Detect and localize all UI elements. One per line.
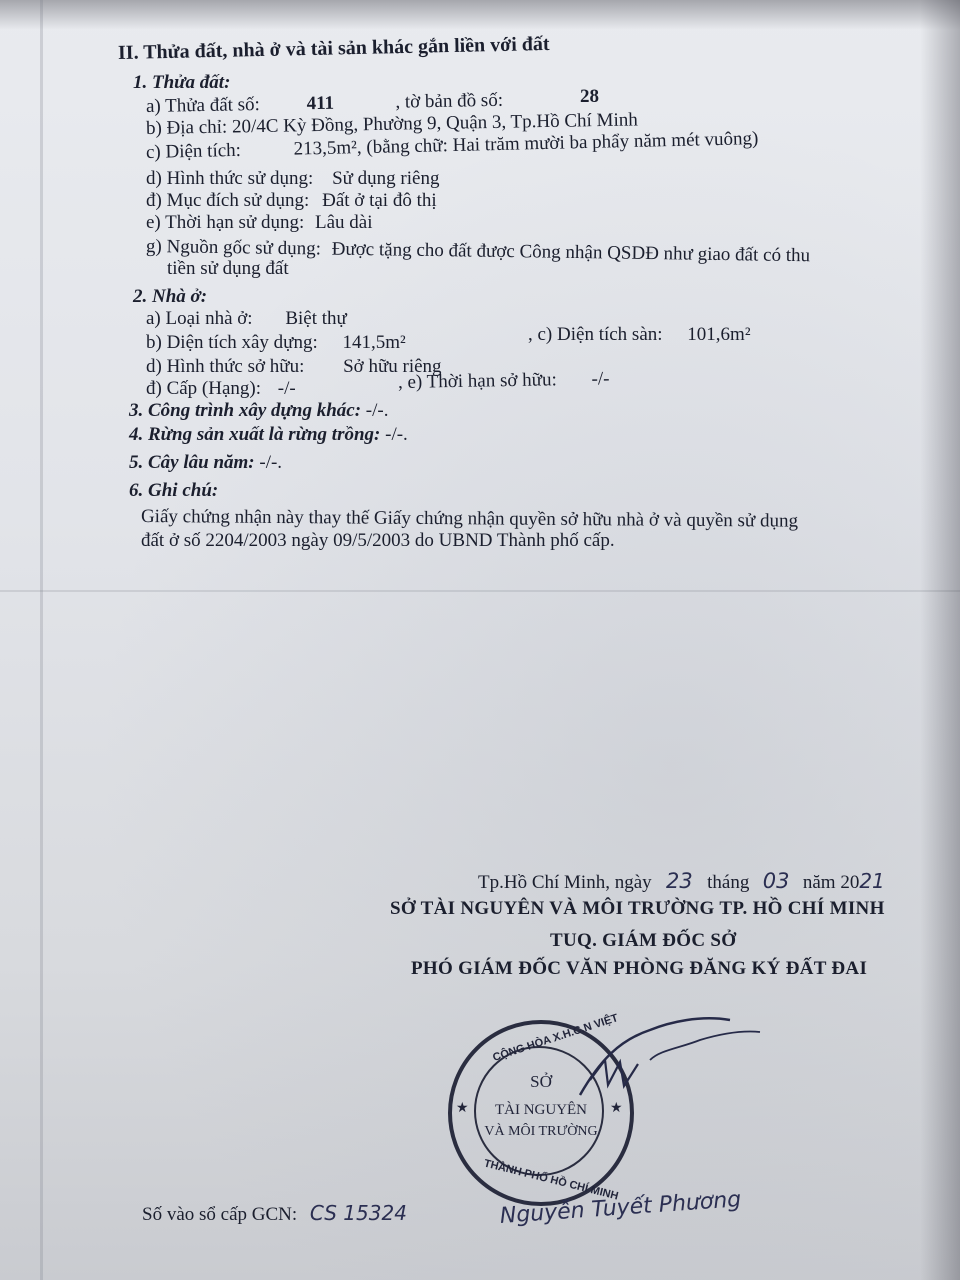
seal-ring-top: CỘNG HÒA X.H.C.N VIỆT bbox=[491, 1012, 620, 1064]
registry-row bbox=[142, 1202, 407, 1226]
perennial-label: 5. Cây lâu năm: bbox=[129, 452, 255, 473]
house-type-value: Biệt thự bbox=[285, 308, 347, 329]
date-day: 23 bbox=[666, 869, 693, 893]
house-ownership-value: Sở hữu riêng bbox=[343, 356, 442, 377]
perennial-value: -/-. bbox=[259, 452, 283, 473]
seal-center-line-1: SỞ bbox=[530, 1072, 552, 1091]
house-grade-label: đ) Cấp (Hạng): bbox=[146, 378, 262, 399]
forest-label: 4. Rừng sản xuất là rừng trồng: bbox=[129, 424, 381, 445]
land-map-label: , tờ bản đồ số: bbox=[395, 89, 504, 113]
date-year-hand: 21 bbox=[859, 869, 885, 893]
land-term-row bbox=[146, 212, 373, 234]
land-origin-value-1: Được tặng cho đất được Công nhận QSDĐ như giao đất có thu bbox=[331, 238, 811, 267]
date-line bbox=[478, 870, 885, 894]
notes-line-2: đất ở số 2204/2003 ngày 09/5/2003 do UBND Thành phố cấp. bbox=[141, 530, 615, 551]
land-usage-form-value: Sử dụng riêng bbox=[332, 168, 440, 189]
land-address-value: 20/4C Kỳ Đồng, Phường 9, Quận 3, Tp.Hồ Chí Minh bbox=[231, 109, 638, 138]
house-building-area-value: 141,5m² bbox=[342, 332, 406, 353]
house-type-row bbox=[146, 308, 347, 330]
house-grade-value: -/- bbox=[277, 378, 296, 399]
authority-line-3: PHÓ GIÁM ĐỐC VĂN PHÒNG ĐĂNG KÝ ĐẤT ĐAI bbox=[411, 958, 868, 979]
house-heading: 2. Nhà ở: bbox=[133, 286, 208, 307]
house-floor-area-label: , c) Diện tích sàn: bbox=[528, 324, 663, 345]
house-type-label: a) Loại nhà ở: bbox=[146, 308, 253, 329]
registry-label: Số vào sổ cấp GCN: bbox=[142, 1204, 298, 1225]
land-term-value: Lâu dài bbox=[315, 212, 373, 233]
forest-row bbox=[129, 424, 408, 446]
house-term-label: , e) Thời hạn sở hữu: bbox=[397, 369, 557, 393]
land-usage-form-row bbox=[146, 168, 439, 190]
land-plot-label: a) Thửa đất số: bbox=[145, 94, 261, 117]
land-usage-form-label: d) Hình thức sử dụng: bbox=[146, 168, 314, 189]
land-origin-value-2: tiền sử dụng đất bbox=[167, 258, 289, 279]
house-building-area-label: b) Diện tích xây dựng: bbox=[146, 332, 318, 353]
notes-line-1: Giấy chứng nhận này thay thế Giấy chứng nhận quyền sở hữu nhà ở và quyền sử dụng bbox=[140, 506, 799, 532]
date-year-label: năm bbox=[802, 872, 836, 893]
seal-center-line-3: VÀ MÔI TRƯỜNG bbox=[484, 1124, 598, 1139]
date-year-prefix: 20 bbox=[840, 872, 860, 893]
land-purpose-row bbox=[146, 190, 437, 212]
authority-line-1: SỞ TÀI NGUYÊN VÀ MÔI TRƯỜNG TP. HỒ CHÍ MINH bbox=[390, 898, 885, 919]
signer-name: Nguyễn Tuyết Phương bbox=[499, 1187, 742, 1229]
land-heading: 1. Thửa đất: bbox=[133, 72, 231, 93]
authority-line-2: TUQ. GIÁM ĐỐC SỞ bbox=[550, 930, 737, 951]
house-building-area-row bbox=[146, 332, 406, 354]
house-grade-row bbox=[146, 378, 296, 400]
land-purpose-label: đ) Mục đích sử dụng: bbox=[146, 190, 310, 211]
seal-ring-bottom: THÀNH PHỐ HỒ CHÍ MINH bbox=[482, 1157, 620, 1203]
house-floor-area-value: 101,6m² bbox=[687, 324, 751, 345]
signature-scribble bbox=[560, 1000, 800, 1120]
land-origin-label: g) Nguồn gốc sử dụng: bbox=[145, 236, 322, 260]
date-month: 03 bbox=[762, 869, 790, 893]
right-shadow bbox=[920, 0, 960, 1280]
other-works-label: 3. Công trình xây dựng khác: bbox=[129, 400, 362, 421]
house-floor-area-row bbox=[528, 324, 751, 346]
seal-star-right: ★ bbox=[610, 1101, 623, 1116]
other-works-value: -/-. bbox=[365, 400, 389, 421]
land-plot-number: 411 bbox=[306, 92, 335, 115]
forest-value: -/-. bbox=[385, 424, 408, 445]
notes-heading: 6. Ghi chú: bbox=[129, 480, 219, 501]
house-ownership-label: d) Hình thức sở hữu: bbox=[146, 356, 305, 377]
fold-line-horizontal bbox=[0, 590, 960, 592]
date-month-label: tháng bbox=[707, 872, 750, 893]
registry-number: CS 15324 bbox=[309, 1201, 407, 1225]
land-term-label: e) Thời hạn sử dụng: bbox=[146, 212, 305, 233]
house-term-row bbox=[398, 368, 610, 394]
top-shadow bbox=[0, 0, 960, 30]
seal-center-line-2: TÀI NGUYÊN bbox=[494, 1102, 588, 1118]
land-purpose-value: Đất ở tại đô thị bbox=[322, 190, 437, 211]
fold-line-vertical bbox=[40, 0, 43, 1280]
house-term-value: -/- bbox=[591, 368, 610, 390]
other-works-row bbox=[129, 400, 388, 422]
seal-star-left: ★ bbox=[456, 1101, 469, 1116]
section-title: II. Thửa đất, nhà ở và tài sản khác gắn liền với đất bbox=[117, 32, 550, 64]
land-map-number: 28 bbox=[580, 86, 599, 107]
land-area-value: 213,5m², (bằng chữ: Hai trăm mười ba phẩy năm mét vuông) bbox=[293, 128, 759, 160]
land-area-label: c) Diện tích: bbox=[145, 139, 242, 163]
date-place: Tp.Hồ Chí Minh, ngày bbox=[478, 872, 652, 893]
land-address-label: b) Địa chỉ: bbox=[145, 116, 228, 139]
perennial-row bbox=[129, 452, 282, 474]
